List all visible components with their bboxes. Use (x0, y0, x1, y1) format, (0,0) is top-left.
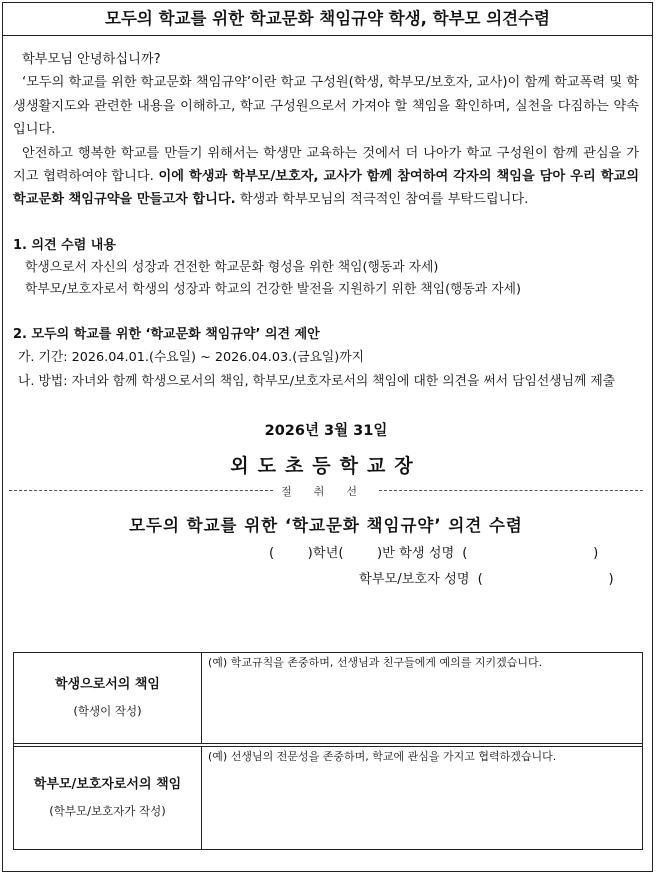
document-title: 모두의 학교를 위한 학교문화 책임규약 학생, 학부모 의견수렴 (3, 3, 652, 36)
grade-label: 학년 (312, 545, 339, 561)
period-value: 2026.04.01.(수요일) ~ 2026.04.03.(금요일)까지 (71, 349, 365, 365)
student-label-cell (14, 653, 202, 744)
greeting: 학부모님 안녕하십니까? (22, 52, 161, 67)
school-principal: 외도초등학교장 (230, 454, 422, 477)
purpose-text-bold: 이에 학생과 학부모/보호자, 교사가 함께 참여하여 각자의 책임을 담아 우리 학교의 학교문화 책임규약을 만들고자 합니다. (13, 169, 639, 208)
period-label: 가. 기간: (18, 349, 72, 365)
section-1-item-student: 학생으로서 자신의 성장과 건전한 학교문화 형성을 위한 책임(행동과 자세) (25, 259, 439, 275)
cut-line (9, 483, 643, 499)
class-student-label: 반 학생 성명 (382, 545, 455, 561)
parent-example-text: (예) 선생님의 전문성을 존중하며, 학교에 관심을 가지고 협력하겠습니다. (208, 750, 557, 763)
cut-line-dash-right (379, 490, 643, 491)
purpose-text-end: 학생과 학부모님의 적극적인 참여를 부탁드립니다. (239, 192, 529, 208)
period-row (13, 346, 639, 370)
parent-name-label: 학부모/보호자 성명 (359, 571, 470, 587)
method-value: 자녀와 함께 학생으로서의 책임, 학부모/보호자로서의 책임에 대한 의견을 써서 담임선생님께 제출 (71, 373, 616, 389)
class-field[interactable]: ( ) (338, 545, 383, 561)
section-1-item-parent: 학부모/보호자로서 학생의 성장과 학교의 건강한 발전을 지원하기 위한 책임(행동과 자세) (25, 281, 521, 297)
method-label: 나. 방법: (18, 373, 72, 389)
section-2-heading: 2. 모두의 학교를 위한 ‘학교문화 책임규약’ 의견 제안 (13, 326, 320, 342)
student-response-cell[interactable] (202, 653, 643, 744)
student-responsibility-note: (학생이 작성) (73, 704, 142, 718)
cut-line-label: 절취선 (281, 484, 379, 498)
parent-info-row (13, 569, 639, 591)
section-1-heading: 1. 의견 수렴 내용 (13, 237, 116, 253)
method-row (13, 370, 639, 394)
parent-response-cell[interactable] (202, 747, 643, 850)
student-row (14, 653, 643, 744)
form-title: 모두의 학교를 위한 ‘학교문화 책임규약’ 의견 수렴 (129, 515, 523, 535)
parent-responsibility-title: 학부모/보호자로서의 책임 (33, 777, 182, 792)
parent-name-field[interactable]: ( ) (477, 571, 614, 587)
cut-line-dash-left (9, 490, 273, 491)
parent-row (14, 747, 643, 850)
issue-date: 2026년 3월 31일 (264, 422, 388, 439)
student-info-row (13, 543, 639, 565)
purpose-paragraph (13, 142, 639, 212)
grade-field[interactable]: ( ) (269, 545, 313, 561)
student-responsibility-title: 학생으로서의 책임 (55, 677, 160, 692)
student-example-text: (예) 학교규칙을 존중하며, 선생님과 친구들에게 예의를 지키겠습니다. (208, 656, 543, 669)
responsibility-table (13, 652, 643, 850)
parent-label-cell (14, 747, 202, 850)
student-name-field[interactable]: ( ) (462, 545, 599, 561)
purpose-text-start: 안전하고 행복한 학교를 만들기 위해서는 학생만 교육하는 것에서 더 나아가 학교 구성원이 함께 관심을 가지고 협력하여야 합니다. (13, 145, 639, 185)
document-page (2, 2, 653, 872)
document-body (3, 48, 652, 591)
intro-paragraph: ‘모두의 학교를 위한 학교문화 책임규약’이란 학교 구성원(학생, 학부모/보호자, 교사)이 함께 학교폭력 및 학생생활지도와 관련한 내용을 이해하고, 학교 구성원으로서 가져야 할 책임을 확인하며, 실천을 다짐하는 약속입니다. (13, 75, 639, 138)
parent-responsibility-note: (학부모/보호자가 작성) (49, 804, 166, 818)
